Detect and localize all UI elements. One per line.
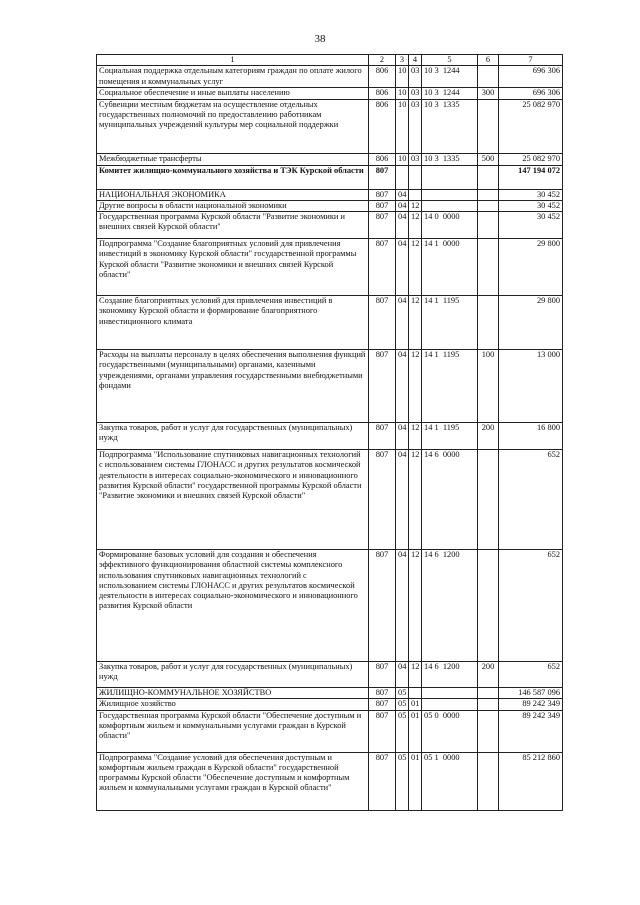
row-subsection-cell: 03 [409, 66, 422, 88]
row-name-cell: Субвенции местным бюджетам на осуществление отдельных государственных полномочий по предоставлению работникам муниципальных учреждений культуры мер социальной поддержки [97, 99, 369, 153]
table-row [97, 710, 563, 752]
row-section-cell [396, 165, 409, 189]
header-cell-2: 2 [369, 55, 396, 66]
header-cell-6: 6 [478, 55, 499, 66]
row-subsection-cell: 03 [409, 88, 422, 99]
row-name-cell: Закупка товаров, работ и услуг для государственных (муниципальных) нужд [97, 423, 369, 450]
row-ministry-cell: 807 [369, 200, 396, 211]
row-target-cell [422, 688, 478, 699]
row-sum-cell: 25 082 970 [499, 99, 563, 153]
page-number: 38 [314, 33, 326, 45]
row-target-cell: 10 3 1244 [422, 88, 478, 99]
header-cell-3: 3 [396, 55, 409, 66]
row-ministry-cell: 807 [369, 212, 396, 239]
row-ministry-cell: 807 [369, 423, 396, 450]
budget-table [96, 54, 563, 811]
row-section-cell: 04 [396, 550, 409, 662]
row-ministry-cell: 806 [369, 99, 396, 153]
row-target-cell: 14 6 0000 [422, 450, 478, 550]
row-name-cell: Подпрограмма "Создание благоприятных условий для привлечения инвестиций в экономику Курской области" государственной программы Курской области "Развитие экономики и внешних связей Курской области" [97, 239, 369, 296]
row-subsection-cell: 12 [409, 200, 422, 211]
row-target-cell: 14 6 1200 [422, 662, 478, 688]
row-expense-type-cell [478, 99, 499, 153]
row-sum-cell: 29 800 [499, 296, 563, 350]
row-name-cell: Формирование базовых условий для создания и обеспечения эффективного функционирования областной системы комплексного использования спутниковых навигационных технологий с использованием системы ГЛОНАСС и других результатов космической деятельности в интересах социально-экономического и инновационного развития Курской области [97, 550, 369, 662]
row-name-cell: Социальная поддержка отдельным категориям граждан по оплате жилого помещения и коммунальных услуг [97, 66, 369, 88]
row-ministry-cell: 807 [369, 189, 396, 200]
row-name-cell: НАЦИОНАЛЬНАЯ ЭКОНОМИКА [97, 189, 369, 200]
row-ministry-cell: 807 [369, 688, 396, 699]
row-name-cell: Государственная программа Курской области "Развитие экономики и внешних связей Курской области" [97, 212, 369, 239]
row-sum-cell: 89 242 349 [499, 710, 563, 752]
row-expense-type-cell [478, 450, 499, 550]
table-row [97, 88, 563, 99]
row-subsection-cell: 12 [409, 662, 422, 688]
row-ministry-cell: 806 [369, 153, 396, 165]
row-expense-type-cell [478, 752, 499, 810]
table-row [97, 239, 563, 296]
table-row [97, 212, 563, 239]
row-sum-cell: 30 452 [499, 212, 563, 239]
row-target-cell: 10 3 1335 [422, 99, 478, 153]
row-section-cell: 04 [396, 189, 409, 200]
row-subsection-cell: 01 [409, 710, 422, 752]
row-sum-cell: 89 242 349 [499, 699, 563, 710]
row-expense-type-cell: 100 [478, 350, 499, 423]
table-row [97, 350, 563, 423]
row-ministry-cell: 807 [369, 662, 396, 688]
row-subsection-cell [409, 189, 422, 200]
row-ministry-cell: 807 [369, 165, 396, 189]
row-expense-type-cell [478, 189, 499, 200]
row-target-cell [422, 699, 478, 710]
row-sum-cell: 696 306 [499, 88, 563, 99]
row-target-cell: 14 6 1200 [422, 550, 478, 662]
row-target-cell: 14 1 1195 [422, 296, 478, 350]
row-expense-type-cell: 300 [478, 88, 499, 99]
table-row [97, 296, 563, 350]
row-target-cell: 05 1 0000 [422, 752, 478, 810]
row-section-cell: 04 [396, 296, 409, 350]
header-cell-4: 4 [409, 55, 422, 66]
row-section-cell: 04 [396, 450, 409, 550]
row-sum-cell: 696 306 [499, 66, 563, 88]
row-target-cell: 10 3 1244 [422, 66, 478, 88]
row-expense-type-cell [478, 239, 499, 296]
row-target-cell: 14 1 1195 [422, 423, 478, 450]
row-name-cell: Социальное обеспечение и иные выплаты населению [97, 88, 369, 99]
row-section-cell: 10 [396, 66, 409, 88]
row-sum-cell: 652 [499, 450, 563, 550]
row-sum-cell: 13 000 [499, 350, 563, 423]
row-sum-cell: 16 800 [499, 423, 563, 450]
table-row [97, 66, 563, 88]
row-target-cell: 10 3 1335 [422, 153, 478, 165]
row-ministry-cell: 807 [369, 710, 396, 752]
row-subsection-cell: 03 [409, 153, 422, 165]
row-target-cell [422, 165, 478, 189]
table-row [97, 752, 563, 810]
row-target-cell: 14 1 0000 [422, 239, 478, 296]
header-cell-7: 7 [499, 55, 563, 66]
row-target-cell: 05 0 0000 [422, 710, 478, 752]
row-subsection-cell: 12 [409, 450, 422, 550]
row-name-cell: Подпрограмма "Создание условий для обеспечения доступным и комфортным жильем граждан в Курской области" государственной программы Курской области "Обеспечение доступным и комфортным жильем и коммунальными услугами граждан в Курской области" [97, 752, 369, 810]
row-expense-type-cell: 500 [478, 153, 499, 165]
row-subsection-cell: 12 [409, 296, 422, 350]
table-row [97, 189, 563, 200]
row-subsection-cell: 12 [409, 239, 422, 296]
row-name-cell: Подпрограмма "Использование спутниковых навигационных технологий с использованием системы ГЛОНАСС и других результатов космической деятельности в интересах социально-экономического и инновационного развития Курской области" государственной программы Курской области "Развитие экономики и внешних связей Курской области" [97, 450, 369, 550]
row-name-cell: Комитет жилищно-коммунального хозяйства и ТЭК Курской области [97, 165, 369, 189]
table-row [97, 450, 563, 550]
table-row [97, 165, 563, 189]
row-sum-cell: 147 194 072 [499, 165, 563, 189]
row-target-cell [422, 200, 478, 211]
row-section-cell: 10 [396, 153, 409, 165]
table-row [97, 99, 563, 153]
row-expense-type-cell [478, 66, 499, 88]
row-section-cell: 04 [396, 200, 409, 211]
row-subsection-cell: 01 [409, 699, 422, 710]
row-sum-cell: 85 212 860 [499, 752, 563, 810]
header-cell-5: 5 [422, 55, 478, 66]
row-section-cell: 04 [396, 212, 409, 239]
row-ministry-cell: 807 [369, 350, 396, 423]
table-row [97, 153, 563, 165]
row-expense-type-cell [478, 212, 499, 239]
row-subsection-cell: 03 [409, 99, 422, 153]
row-name-cell: Создание благоприятных условий для привлечения инвестиций в экономику Курской области и формирование благоприятного инвестиционного климата [97, 296, 369, 350]
row-sum-cell: 30 452 [499, 189, 563, 200]
row-name-cell: Закупка товаров, работ и услуг для государственных (муниципальных) нужд [97, 662, 369, 688]
row-subsection-cell: 12 [409, 423, 422, 450]
table-body [97, 66, 563, 810]
row-name-cell: Расходы на выплаты персоналу в целях обеспечения выполнения функций государственными (муниципальными) органами, казенными учреждениями, органами управления государственными внебюджетными фондами [97, 350, 369, 423]
row-ministry-cell: 807 [369, 699, 396, 710]
row-target-cell: 14 0 0000 [422, 212, 478, 239]
row-target-cell [422, 189, 478, 200]
row-expense-type-cell [478, 699, 499, 710]
row-ministry-cell: 807 [369, 550, 396, 662]
row-expense-type-cell: 200 [478, 423, 499, 450]
row-section-cell: 05 [396, 710, 409, 752]
row-ministry-cell: 806 [369, 88, 396, 99]
row-ministry-cell: 807 [369, 752, 396, 810]
row-section-cell: 05 [396, 688, 409, 699]
row-sum-cell: 652 [499, 662, 563, 688]
table-row [97, 688, 563, 699]
row-section-cell: 04 [396, 239, 409, 296]
row-section-cell: 05 [396, 699, 409, 710]
row-section-cell: 10 [396, 88, 409, 99]
row-subsection-cell: 12 [409, 212, 422, 239]
header-cell-1: 1 [97, 55, 369, 66]
table-row [97, 662, 563, 688]
row-expense-type-cell [478, 710, 499, 752]
row-expense-type-cell [478, 165, 499, 189]
row-name-cell: ЖИЛИЩНО-КОММУНАЛЬНОЕ ХОЗЯЙСТВО [97, 688, 369, 699]
row-ministry-cell: 807 [369, 296, 396, 350]
row-section-cell: 05 [396, 752, 409, 810]
row-ministry-cell: 807 [369, 239, 396, 296]
row-sum-cell: 146 587 096 [499, 688, 563, 699]
row-expense-type-cell [478, 296, 499, 350]
row-name-cell: Другие вопросы в области национальной экономики [97, 200, 369, 211]
row-subsection-cell [409, 165, 422, 189]
row-sum-cell: 25 082 970 [499, 153, 563, 165]
row-name-cell: Государственная программа Курской области "Обеспечение доступным и комфортным жильем и коммунальными услугами граждан в Курской области" [97, 710, 369, 752]
row-section-cell: 04 [396, 350, 409, 423]
row-name-cell: Жилищное хозяйство [97, 699, 369, 710]
row-sum-cell: 30 452 [499, 200, 563, 211]
row-expense-type-cell [478, 688, 499, 699]
row-target-cell: 14 1 1195 [422, 350, 478, 423]
row-expense-type-cell [478, 200, 499, 211]
row-name-cell: Межбюджетные трансферты [97, 153, 369, 165]
table-row [97, 200, 563, 211]
row-subsection-cell [409, 688, 422, 699]
header-row [97, 55, 563, 66]
table-row [97, 423, 563, 450]
row-subsection-cell: 12 [409, 550, 422, 662]
row-expense-type-cell [478, 550, 499, 662]
row-ministry-cell: 807 [369, 450, 396, 550]
row-section-cell: 10 [396, 99, 409, 153]
row-sum-cell: 652 [499, 550, 563, 662]
row-section-cell: 04 [396, 662, 409, 688]
row-subsection-cell: 01 [409, 752, 422, 810]
row-expense-type-cell: 200 [478, 662, 499, 688]
row-section-cell: 04 [396, 423, 409, 450]
table-row [97, 699, 563, 710]
table-row [97, 550, 563, 662]
row-ministry-cell: 806 [369, 66, 396, 88]
row-subsection-cell: 12 [409, 350, 422, 423]
row-sum-cell: 29 800 [499, 239, 563, 296]
